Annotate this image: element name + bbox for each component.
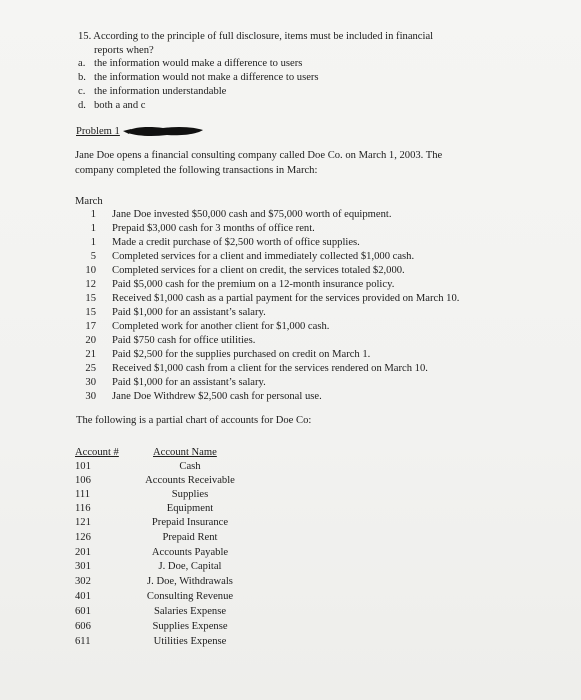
account-number: 111 <box>75 489 91 500</box>
transaction-text: Received $1,000 cash from a client for the services rendered on March 10. <box>112 363 428 374</box>
account-name: Accounts Receivable <box>145 475 235 486</box>
account-name: Consulting Revenue <box>146 591 234 602</box>
question-line-1: 15. According to the principle of full disclosure, items must be included in financial <box>78 31 434 42</box>
option-c-text: the information understandable <box>94 86 227 97</box>
transaction-day: 15 <box>85 307 96 318</box>
transaction-day: 17 <box>85 321 96 332</box>
option-a-letter: a. <box>78 58 86 69</box>
transaction-day: 1 <box>90 237 96 248</box>
transaction-day: 15 <box>85 293 96 304</box>
transaction-day: 25 <box>85 363 96 374</box>
account-name: Prepaid Rent <box>162 532 218 543</box>
transaction-text: Made a credit purchase of $2,500 worth of office supplies. <box>112 237 360 248</box>
account-name: Prepaid Insurance <box>151 517 229 528</box>
account-number: 106 <box>75 475 91 486</box>
transaction-day: 20 <box>85 335 96 346</box>
transaction-text: Paid $5,000 cash for the premium on a 12-month insurance policy. <box>112 279 395 290</box>
account-name: Salaries Expense <box>153 606 227 617</box>
transaction-day: 1 <box>90 209 96 220</box>
transaction-day: 5 <box>90 251 96 262</box>
transaction-text: Jane Doe invested $50,000 cash and $75,000 worth of equipment. <box>112 209 392 220</box>
intro-line-2: company completed the following transactions in March: <box>75 165 318 176</box>
transaction-day: 12 <box>85 279 96 290</box>
account-name-header: Account Name <box>153 447 217 458</box>
intro-line-1: Jane Doe opens a financial consulting company called Doe Co. on March 1, 2003. The <box>75 150 443 161</box>
account-name: Accounts Payable <box>151 547 229 558</box>
transaction-text: Prepaid $3,000 cash for 3 months of office rent. <box>112 223 315 234</box>
question-line-2: reports when? <box>94 45 154 56</box>
option-b-letter: b. <box>78 72 86 83</box>
account-name: Cash <box>179 461 201 472</box>
transaction-day: 21 <box>85 349 96 360</box>
transaction-text: Received $1,000 cash as a partial payment for the services provided on March 10. <box>112 293 460 304</box>
account-name: Supplies <box>171 489 209 500</box>
account-number: 301 <box>75 561 91 572</box>
option-d-text: both a and c <box>94 100 146 111</box>
account-name: Equipment <box>166 503 214 514</box>
option-a-text: the information would make a difference to users <box>94 58 303 69</box>
month-heading: March <box>75 196 103 207</box>
account-number: 201 <box>75 547 91 558</box>
account-name: Utilities Expense <box>153 636 227 647</box>
transaction-text: Paid $750 cash for office utilities. <box>112 335 256 346</box>
transaction-text: Jane Doe Withdrew $2,500 cash for personal use. <box>112 391 322 402</box>
account-number: 101 <box>75 461 91 472</box>
transaction-text: Paid $1,000 for an assistant’s salary. <box>112 307 266 318</box>
transaction-day: 30 <box>85 391 96 402</box>
account-name: J. Doe, Withdrawals <box>147 576 233 587</box>
option-c-letter: c. <box>78 86 86 97</box>
account-number: 611 <box>75 636 91 647</box>
account-number: 121 <box>75 517 91 528</box>
transaction-day: 10 <box>85 265 96 276</box>
transaction-text: Completed work for another client for $1,000 cash. <box>112 321 330 332</box>
option-b-text: the information would not make a difference to users <box>94 72 319 83</box>
account-number: 601 <box>75 606 91 617</box>
transaction-day: 30 <box>85 377 96 388</box>
account-number: 116 <box>75 503 91 514</box>
transaction-text: Paid $1,000 for an assistant’s salary. <box>112 377 266 388</box>
transaction-text: Completed services for a client and immediately collected $1,000 cash. <box>112 251 415 262</box>
transaction-day: 1 <box>90 223 96 234</box>
account-number: 126 <box>75 532 91 543</box>
account-number: 302 <box>75 576 91 587</box>
option-d-letter: d. <box>78 100 86 111</box>
account-name: J. Doe, Capital <box>158 561 222 572</box>
account-number: 401 <box>75 591 91 602</box>
problem-label: Problem 1 <box>76 126 120 137</box>
redaction-mark <box>123 125 205 137</box>
account-number-header: Account # <box>75 447 119 458</box>
transaction-text: Completed services for a client on credit, the services totaled $2,000. <box>112 265 405 276</box>
account-name: Supplies Expense <box>152 621 228 632</box>
transaction-text: Paid $2,500 for the supplies purchased on credit on March 1. <box>112 349 371 360</box>
account-number: 606 <box>75 621 91 632</box>
partial-chart-label: The following is a partial chart of accounts for Doe Co: <box>76 415 312 426</box>
